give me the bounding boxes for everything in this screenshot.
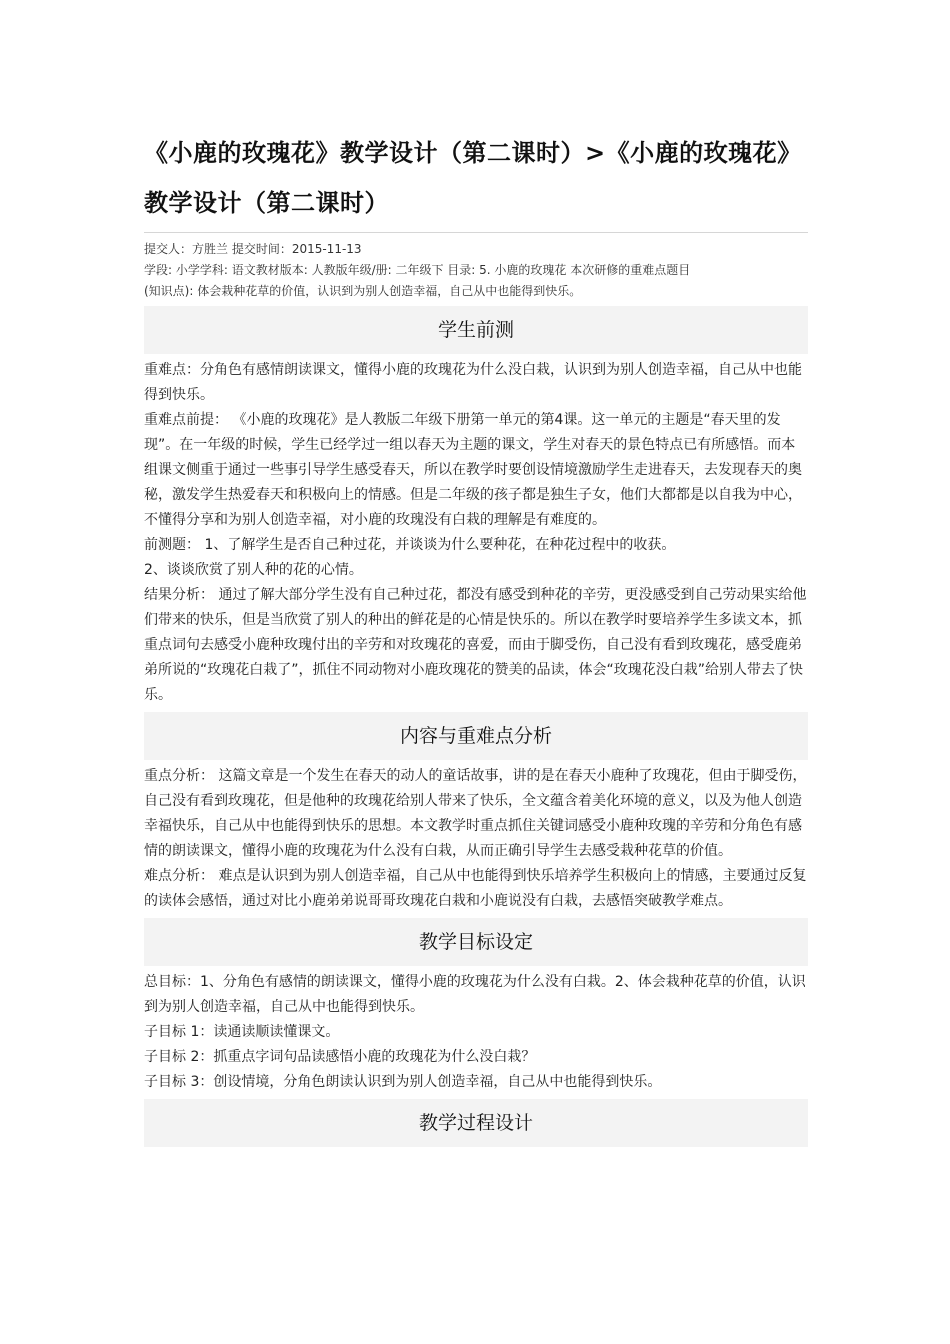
paragraph: 难点分析： 难点是认识到为别人创造幸福，自己从中也能得到快乐培养学生积极向上的情感，主要通过反复的读体会感悟，通过对比小鹿弟弟说哥哥玫瑰花白栽和小鹿说没有白栽，去感悟突破教学难点。 — [144, 868, 807, 909]
paragraph: 子目标 3：创设情境，分角色朗读认识到为别人创造幸福，自己从中也能得到快乐。 — [144, 1074, 662, 1090]
meta-course-info: 学段: 小学学科: 语文教材版本: 人教版年级/册: 二年级下 目录: 5. 小鹿的玫瑰花 本次研修的重难点题目 — [144, 263, 691, 277]
paragraph: 总目标：1、分角色有感情的朗读课文，懂得小鹿的玫瑰花为什么没有白栽。2、体会栽种花草的价值，认识到为别人创造幸福，自己从中也能得到快乐。 — [144, 974, 806, 1015]
paragraph: 结果分析： 通过了解大部分学生没有自己种过花，都没有感受到种花的辛劳，更没感受到自己劳动果实给他们带来的快乐，但是当欣赏了别人的种出的鲜花是的心情是快乐的。所以在教学时要培养学生多读文本，抓重点词句去感受小鹿种玫瑰付出的辛劳和对玫瑰花的喜爱，而由于脚受伤，自己没有看到玫瑰花，感受鹿弟弟所说的“玫瑰花白栽了”，抓住不同动物对小鹿玫瑰花的赞美的品读，体会“玫瑰花没白栽”给别人带去了快乐。 — [144, 587, 807, 703]
section-content-analysis — [144, 712, 808, 914]
section-teaching-goals — [144, 918, 808, 1095]
section-heading: 教学目标设定 — [144, 918, 808, 966]
section-heading: 教学过程设计 — [144, 1099, 808, 1147]
paragraph: 2、谈谈欣赏了别人种的花的心情。 — [144, 562, 363, 578]
section-teaching-process — [144, 1099, 808, 1147]
paragraph: 子目标 2：抓重点字词句品读感悟小鹿的玫瑰花为什么没白栽？ — [144, 1049, 536, 1065]
section-heading: 内容与重难点分析 — [144, 712, 808, 760]
meta-submitter: 提交人：方胜兰 提交时间：2015-11-13 — [144, 242, 362, 256]
paragraph: 重点分析： 这篇文章是一个发生在春天的动人的童话故事，讲的是在春天小鹿种了玫瑰花，但由于脚受伤，自己没有看到玫瑰花，但是他种的玫瑰花给别人带来了快乐，全文蕴含着美化环境的意义，以及为他人创造幸福快乐，自己从中也能得到快乐的思想。本文教学时重点抓住关键词感受小鹿种玫瑰的辛劳和分角色有感情的朗读课文，懂得小鹿的玫瑰花为什么没有白栽，从而正确引导学生去感受栽种花草的价值。 — [144, 768, 807, 859]
paragraph: 子目标 1：读通读顺读懂课文。 — [144, 1024, 340, 1040]
title-line-1: 《小鹿的玫瑰花》教学设计（第二课时）>《小鹿的玫瑰花》 — [144, 139, 802, 167]
section-heading: 学生前测 — [144, 306, 808, 354]
paragraph: 重难点：分角色有感情朗读课文，懂得小鹿的玫瑰花为什么没白栽，认识到为别人创造幸福，自己从中也能得到快乐。 — [144, 362, 802, 403]
document-title — [144, 128, 808, 233]
document-meta — [144, 239, 808, 302]
title-line-2: 教学设计（第二课时） — [144, 189, 389, 217]
document-page — [144, 128, 808, 1151]
meta-knowledge-point: (知识点): 体会栽种花草的价值，认识到为别人创造幸福，自己从中也能得到快乐。 — [144, 284, 582, 298]
paragraph: 前测题： 1、了解学生是否自己种过花，并谈谈为什么要种花，在种花过程中的收获。 — [144, 537, 676, 553]
paragraph: 重难点前提： 《小鹿的玫瑰花》是人教版二年级下册第一单元的第4课。这一单元的主题是“春天里的发现”。在一年级的时候，学生已经学过一组以春天为主题的课文，学生对春天的景色特点已有所感悟。而本组课文侧重于通过一些事引导学生感受春天，所以在教学时要创设情境激励学生走进春天，去发现春天的奥秘，激发学生热爱春天和积极向上的情感。但是二年级的孩子都是独生子女，他们大都都是以自我为中心，不懂得分享和为别人创造幸福，对小鹿的玫瑰没有白栽的理解是有难度的。 — [144, 412, 802, 528]
section-student-pretest — [144, 306, 808, 708]
